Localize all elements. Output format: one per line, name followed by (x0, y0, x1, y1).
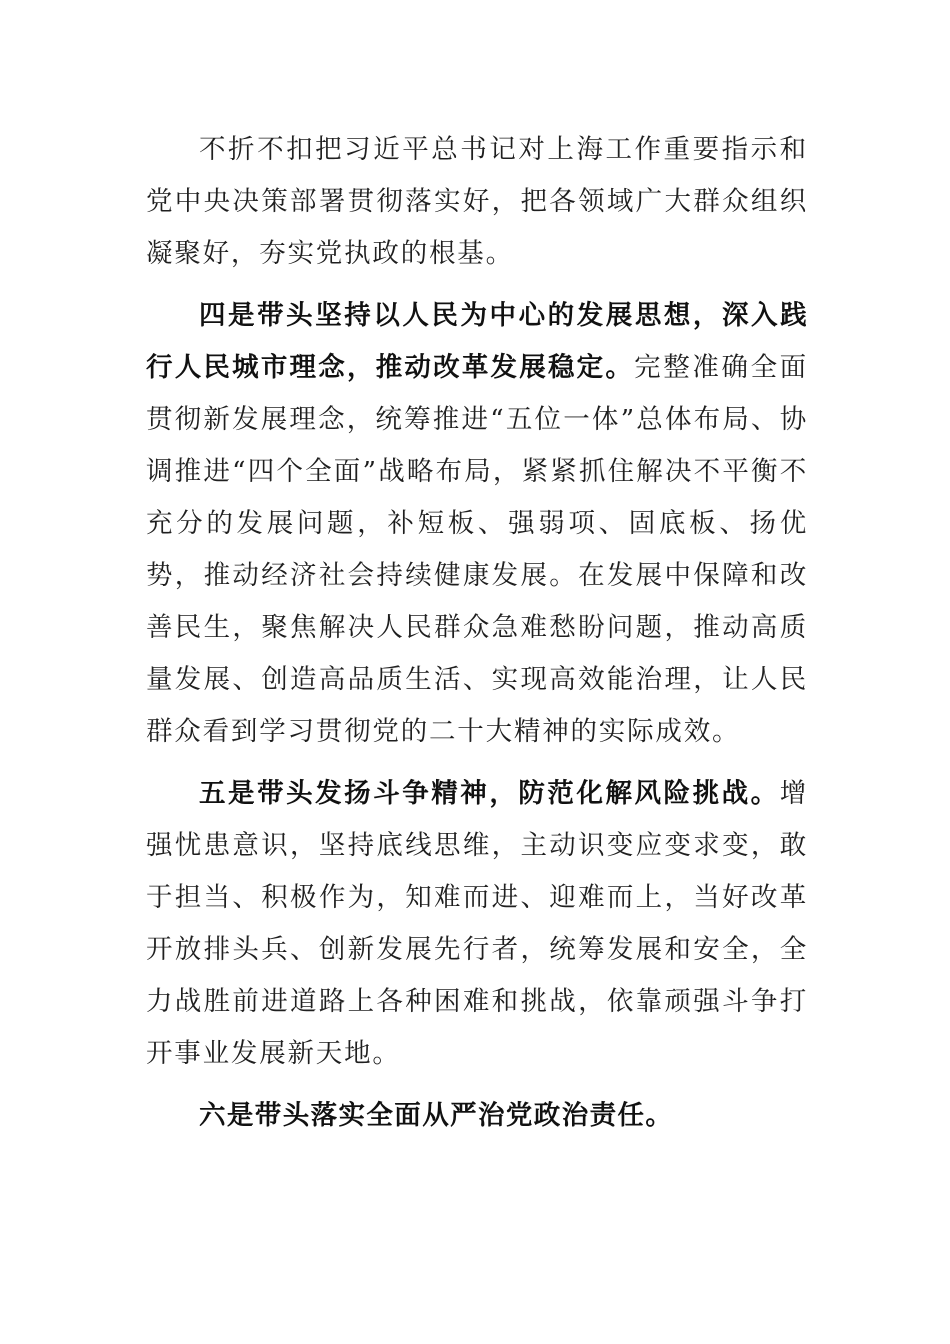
paragraph-text: 增强忧患意识，坚持底线思维，主动识变应变求变，敢于担当、积极作为，知难而进、迎难而上，当好改革开放排头兵、创新发展先行者，统筹发展和安全，全力战胜前进道路上各种困难和挑战，依靠顽强斗争打开事业发展新天地。 (146, 778, 808, 1069)
paragraph-point-four (146, 290, 808, 758)
paragraph-point-six (146, 1090, 808, 1142)
paragraph-point-five (146, 768, 808, 1080)
paragraph-continuation (146, 124, 808, 280)
paragraph-text: 不折不扣把习近平总书记对上海工作重要指示和党中央决策部署贯彻落实好，把各领域广大群众组织凝聚好，夯实党执政的根基。 (146, 134, 808, 269)
paragraph-lead: 四是带头坚持以人民为中心的发展思想，深入践行人民城市理念，推动改革发展稳定。 (146, 300, 808, 383)
document-body (146, 124, 808, 1142)
paragraph-lead: 六是带头落实全面从严治党政治责任。 (199, 1100, 674, 1131)
paragraph-text: 完整准确全面贯彻新发展理念，统筹推进“五位一体”总体布局、协调推进“四个全面”战略布局，紧紧抓住解决不平衡不充分的发展问题，补短板、强弱项、固底板、扬优势，推动经济社会持续健康发展。在发展中保障和改善民生，聚焦解决人民群众急难愁盼问题，推动高质量发展、创造高品质生活、实现高效能治理，让人民群众看到学习贯彻党的二十大精神的实际成效。 (146, 352, 808, 747)
paragraph-lead: 五是带头发扬斗争精神，防范化解风险挑战。 (199, 778, 780, 809)
